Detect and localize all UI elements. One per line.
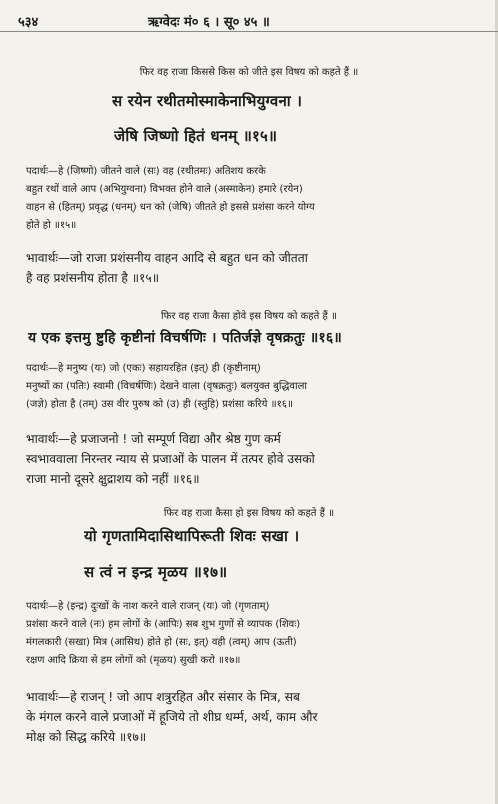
- bhavartha-16-line: स्वभाववाला निरन्तर न्याय से प्रजाओं के पालन में तत्पर होवे उसको: [26, 452, 315, 466]
- bhavartha-17-line: भावार्थः—हे राजन् ! जो आप शत्रुरहित और संसार के मित्र, सब: [26, 690, 300, 704]
- intro-line-2: फिर वह राजा कैसा होवे इस विषय को कहते हैं ॥: [161, 311, 337, 322]
- header-rule: [0, 31, 498, 32]
- intro-line-1: फिर वह राजा किससे किस को जीते इस विषय को कहते हैं ॥: [139, 67, 359, 78]
- page-header: [18, 12, 480, 30]
- mantra-15-line-1: स रयेन रथीतमोस्माकेनाभियुग्वना ।: [112, 92, 303, 110]
- bhavartha-15-line: है वह प्रशंसनीय होता है ॥१५॥: [26, 271, 160, 285]
- padartha-17-line: मंगलकारी (सखा) मित्र (आसिथ) होते हो (सः, इत्) वही (त्वम्) आप (ऊती): [26, 637, 297, 648]
- mantra-15-line-2: जेषि जिष्णो हितं धनम् ॥१५॥: [114, 127, 278, 145]
- bhavartha-17-line: मोक्ष को सिद्ध करिये ॥१७॥: [26, 730, 147, 744]
- padartha-15-line: होते हो ॥१५॥: [26, 220, 77, 231]
- padartha-17-line: प्रशंसा करने वाले (नः) हम लोगों के (आपिः) सब शुभ गुणों से व्यापक (शिवः): [26, 619, 301, 630]
- padartha-16-line: (जज्ञे) होता है (तम्) उस वीर पुरुष को (उ) ही (स्तुहि) प्रशंसा करिये ॥१६॥: [26, 399, 293, 410]
- mantra-17-line-1: यो गृणतामिदासिथापिरूती शिवः सखा ।: [84, 527, 300, 545]
- padartha-15-line: बहुत रथों वाले आप (अभियुग्वना) विभक्त होने वाले (अस्माकेन) हमारे (रयेन): [26, 184, 303, 195]
- padartha-16-line: पदार्थः—हे मनुष्य (यः) जो (एकः) सहायरहित (इत्) ही (कृष्टीनाम्): [26, 363, 261, 374]
- bhavartha-17-line: के मंगल करने वाले प्रजाओं में हूजिये तो शीघ्र धर्म्म, अर्थ, काम और: [26, 710, 318, 724]
- bhavartha-16-line: राजा मानो दूसरे क्षुद्राशय को नहीं ॥१६॥: [26, 472, 200, 486]
- mantra-16: य एक इत्तमु ष्टुहि कृष्टीनां विचर्षणिः । पतिर्जज्ञे वृषक्रतुः ॥१६॥: [28, 330, 342, 346]
- mantra-17-line-2: स त्वं न इन्द्र मृळय ॥१७॥: [84, 563, 228, 581]
- padartha-16-line: मनुष्यों का (पतिः) स्वामी (विचर्षणिः) देखने वाला (वृषक्रतुः) बलयुक्त बुद्धिवाला: [26, 381, 307, 392]
- running-title: ऋग्वेदः मं० ६ । सू० ४५ ॥: [148, 15, 270, 30]
- padartha-15-line: वाहन से (हितम्) प्रवृद्ध (धनम्) धन को (जेषि) जीतते हो इससे प्रशंसा करने योग्य: [26, 202, 315, 213]
- padartha-17-line: रक्षण आदि क्रिया से हम लोगों को (मृळय) सुखी करो ॥१७॥: [26, 655, 241, 666]
- padartha-17-line: पदार्थः—हे (इन्द्र) दुःखों के नाश करने वाले राजन् (यः) जो (गृणताम्): [26, 601, 270, 612]
- intro-line-3: फिर वह राजा कैसा हो इस विषय को कहते हैं ॥: [163, 508, 335, 519]
- bhavartha-15-line: भावार्थः—जो राजा प्रशंसनीय वाहन आदि से बहुत धन को जीतता: [26, 251, 308, 265]
- bhavartha-16-line: भावार्थः—हे प्रजाजनो ! जो सम्पूर्ण विद्या और श्रेष्ठ गुण कर्म: [26, 432, 281, 446]
- padartha-15-line: पदार्थः—हे (जिष्णो) जीतने वाले (सः) वह (रथीतमः) अतिशय करके: [26, 166, 266, 177]
- page-number: ५३४: [18, 15, 39, 30]
